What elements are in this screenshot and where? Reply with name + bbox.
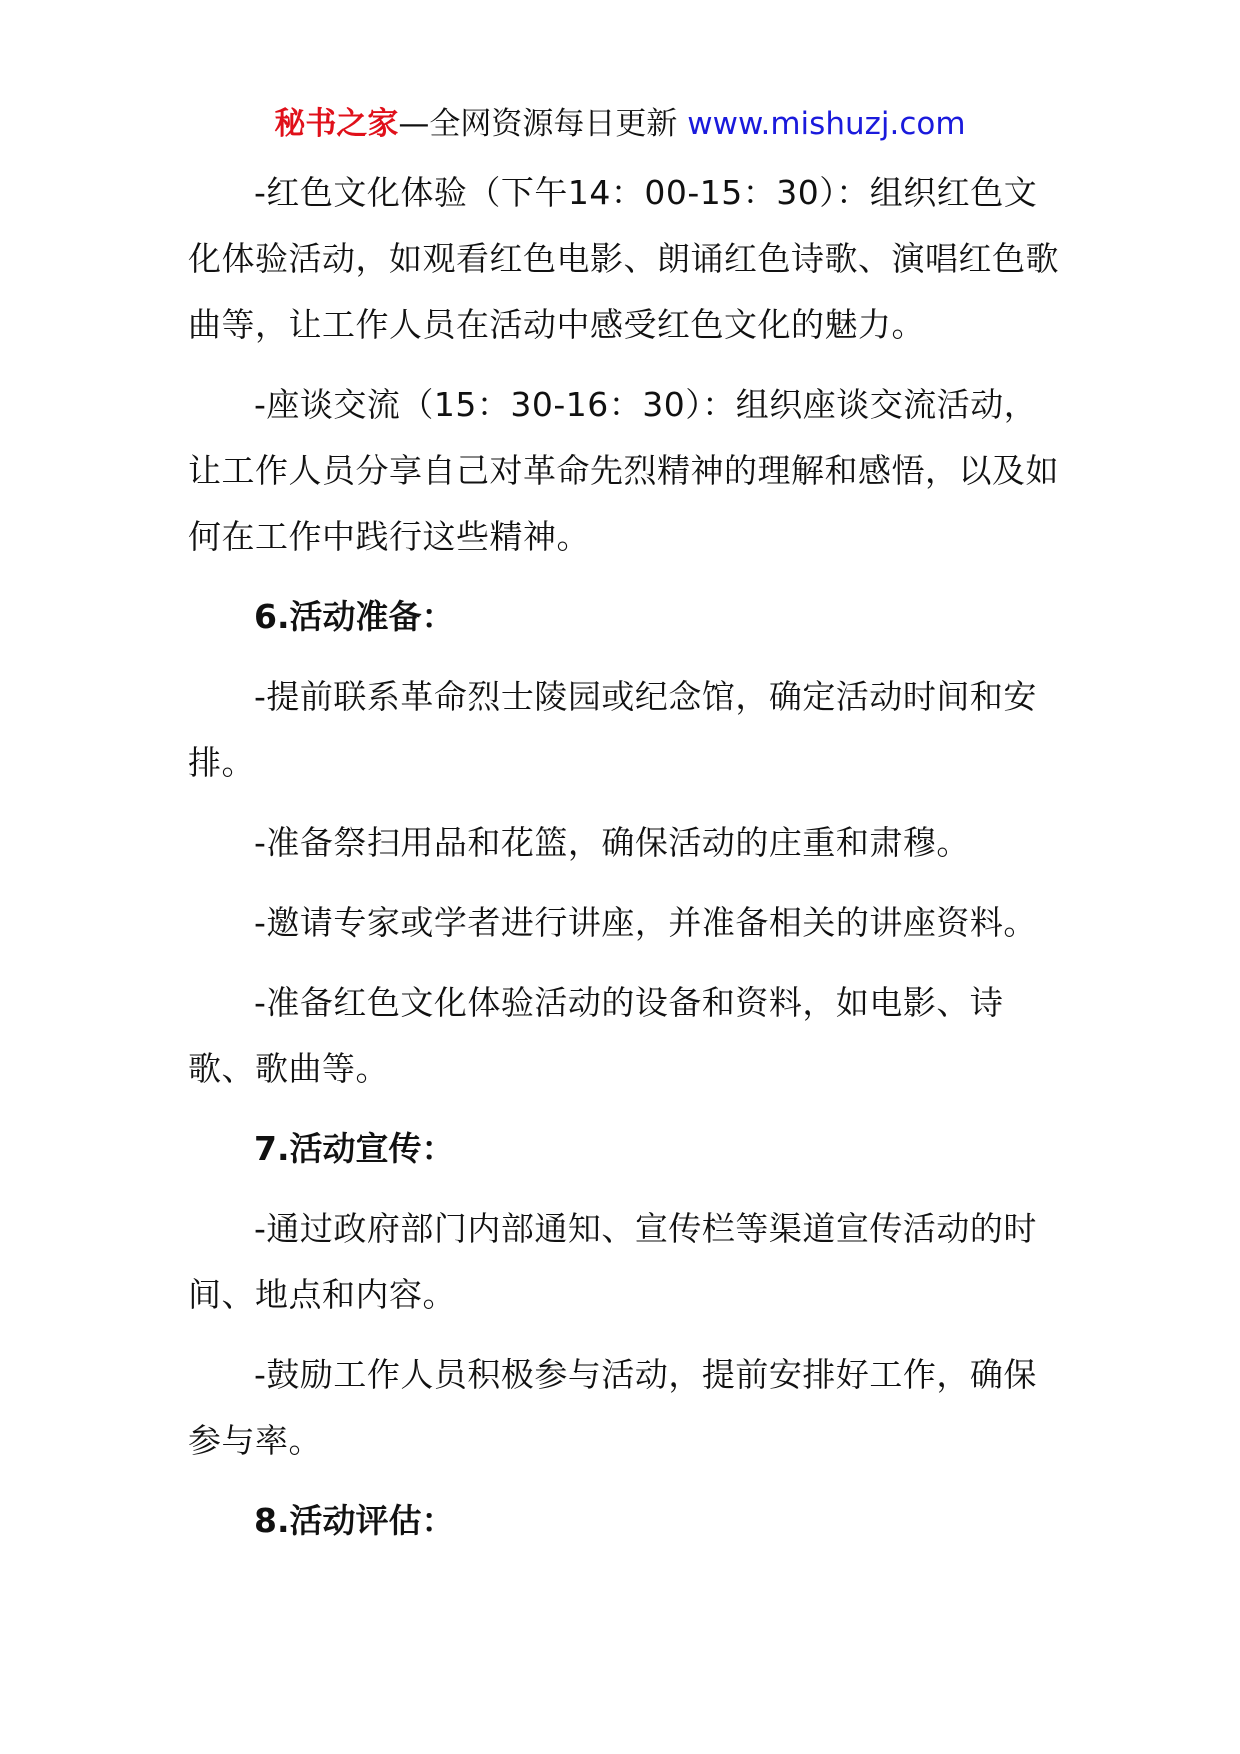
list-item: -准备红色文化体验活动的设备和资料，如电影、诗歌、歌曲等。 <box>188 983 1004 1088</box>
paragraph-discussion: -座谈交流（15：30-16：30）：组织座谈交流活动，让工作人员分享自己对革命先烈精神的理解和感悟，以及如何在工作中践行这些精神。 <box>188 385 1059 556</box>
list-item: -鼓励工作人员积极参与活动，提前安排好工作，确保参与率。 <box>188 1355 1037 1460</box>
document-body <box>188 160 1068 1568</box>
list-item: -准备祭扫用品和花篮，确保活动的庄重和肃穆。 <box>254 823 970 862</box>
brand-name: 秘书之家 <box>274 106 399 142</box>
header-slogan: —全网资源每日更新 <box>398 106 688 142</box>
list-item: -提前联系革命烈士陵园或纪念馆，确定活动时间和安排。 <box>188 677 1037 782</box>
paragraph-red-culture: -红色文化体验（下午14：00-15：30）：组织红色文化体验活动，如观看红色电影、朗诵红色诗歌、演唱红色歌曲等，让工作人员在活动中感受红色文化的魅力。 <box>188 173 1059 344</box>
page-header <box>0 100 1240 148</box>
list-item: -通过政府部门内部通知、宣传栏等渠道宣传活动的时间、地点和内容。 <box>188 1209 1037 1314</box>
list-item: -邀请专家或学者进行讲座，并准备相关的讲座资料。 <box>254 903 1037 942</box>
section-heading-preparation: 6.活动准备： <box>254 597 455 636</box>
section-heading-evaluation: 8.活动评估： <box>254 1501 455 1540</box>
site-url[interactable]: www.mishuzj.com <box>687 106 966 142</box>
section-heading-publicity: 7.活动宣传： <box>254 1129 455 1168</box>
